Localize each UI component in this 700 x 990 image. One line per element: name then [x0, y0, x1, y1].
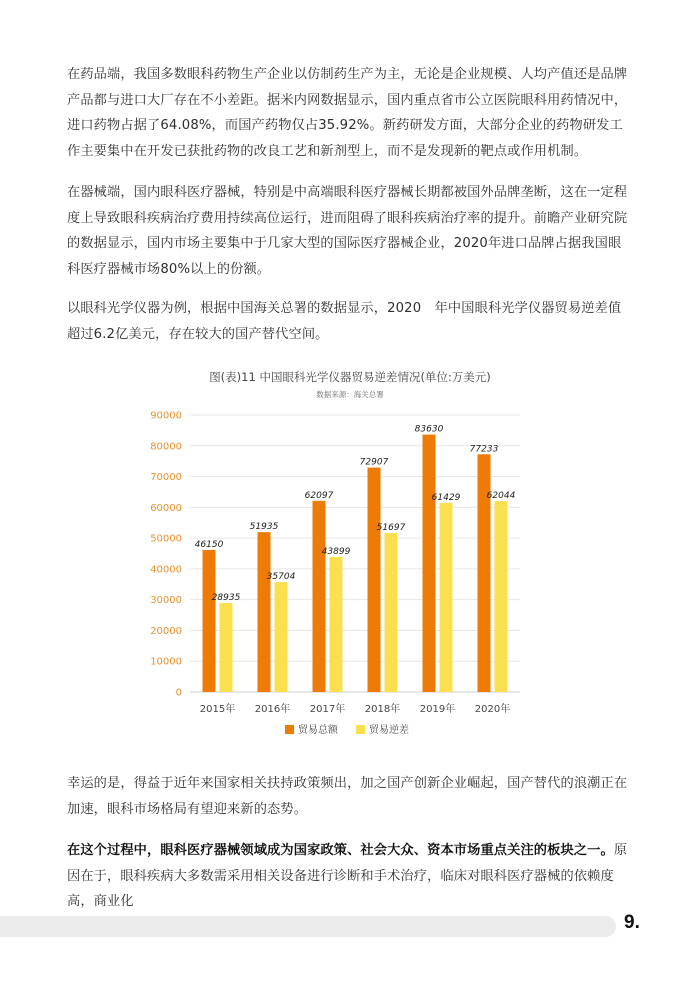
bar	[203, 550, 216, 692]
data-label: 43899	[321, 546, 351, 557]
y-tick-label: 0	[175, 687, 182, 699]
paragraph-process-rest: 原因在于，眼科疾病大多数需采用相关设备进行诊断和手术治疗，临床对眼科医疗器械的依赖度高，商业化	[67, 843, 628, 909]
data-label: 46150	[194, 539, 224, 550]
y-tick-label: 80000	[150, 441, 182, 453]
data-label: 72907	[359, 457, 389, 468]
y-tick-label: 70000	[150, 472, 182, 484]
data-label: 62044	[486, 491, 516, 502]
y-tick-label: 60000	[150, 502, 182, 514]
paragraph-drug-side: 在药品端，我国多数眼科药物生产企业以仿制药生产为主，无论是企业规模、人均产值还是品牌产品都与进口大厂存在不小差距。据米内网数据显示，国内重点省市公立医院眼科用药情况中，进口药物占据了64.08%，而国产药物仅占35.92%。新药研发方面，大部分企业的药物研发工作主要集中在开发已获批药物的改良工艺和新剂型上，而不是发现新的靶点或作用机制。	[67, 67, 628, 159]
chart-source: 数据来源：海关总署	[316, 390, 384, 399]
y-tick-label: 10000	[150, 656, 182, 668]
legend-label: 贸易总额	[298, 725, 338, 736]
data-label: 51935	[249, 522, 279, 533]
data-label: 83630	[414, 424, 444, 435]
chart-title: 图(表)11 中国眼科光学仪器贸易逆差情况(单位:万美元)	[209, 370, 491, 384]
bar	[313, 501, 326, 692]
y-tick-label: 40000	[150, 564, 182, 576]
data-label: 62097	[304, 490, 334, 501]
x-tick-label: 2017年	[309, 704, 346, 715]
y-tick-label: 20000	[150, 625, 182, 637]
bar	[385, 533, 398, 692]
data-label: 51697	[376, 522, 406, 533]
data-label: 61429	[431, 492, 461, 503]
legend-swatch	[285, 725, 294, 734]
data-label: 77233	[469, 444, 499, 455]
bar	[220, 603, 233, 692]
bar	[275, 582, 288, 692]
bar	[368, 468, 381, 692]
paragraph-device-side: 在器械端，国内眼科医疗器械，特别是中高端眼科医疗器械长期都被国外品牌垄断，这在一定程度上导致眼科疾病治疗费用持续高位运行，进而阻碍了眼科疾病治疗率的提升。前瞻产业研究院的数据显示，国内市场主要集中于几家大型的国际医疗器械企业，2020年进口品牌占据我国眼科医疗器械市场80%以上的份额。	[67, 185, 628, 277]
bar	[330, 557, 343, 692]
x-tick-label: 2015年	[199, 704, 236, 715]
x-tick-label: 2019年	[419, 704, 456, 715]
paragraph-domestic-substitution: 幸运的是，得益于近年来国家相关扶持政策频出，加之国产创新企业崛起，国产替代的浪潮正在加速，眼科市场格局有望迎来新的态势。	[67, 776, 628, 817]
bar	[440, 503, 453, 692]
data-label: 35704	[266, 572, 296, 583]
x-tick-label: 2020年	[474, 704, 511, 715]
y-tick-label: 90000	[150, 410, 182, 422]
legend-label: 贸易逆差	[369, 725, 409, 736]
data-label: 28935	[211, 592, 241, 603]
paragraph-optical-instruments: 以眼科光学仪器为例，根据中国海关总署的数据显示，2020 年中国眼科光学仪器贸易逆差值超过6.2亿美元，存在较大的国产替代空间。	[67, 301, 622, 342]
paragraph-process	[67, 838, 633, 915]
bar	[258, 532, 271, 692]
bar	[495, 501, 508, 692]
y-tick-label: 30000	[150, 595, 182, 607]
trade-deficit-bar-chart	[0, 395, 700, 755]
bar	[478, 454, 491, 692]
x-tick-label: 2018年	[364, 704, 401, 715]
legend-swatch	[356, 725, 365, 734]
page-number: 9.	[624, 912, 640, 933]
bar	[423, 435, 436, 692]
footer-bar	[0, 916, 616, 937]
paragraph-process-bold: 在这个过程中，眼科医疗器械领域成为国家政策、社会大众、资本市场重点关注的板块之一。	[67, 843, 614, 858]
y-tick-label: 50000	[150, 533, 182, 545]
x-tick-label: 2016年	[254, 704, 291, 715]
